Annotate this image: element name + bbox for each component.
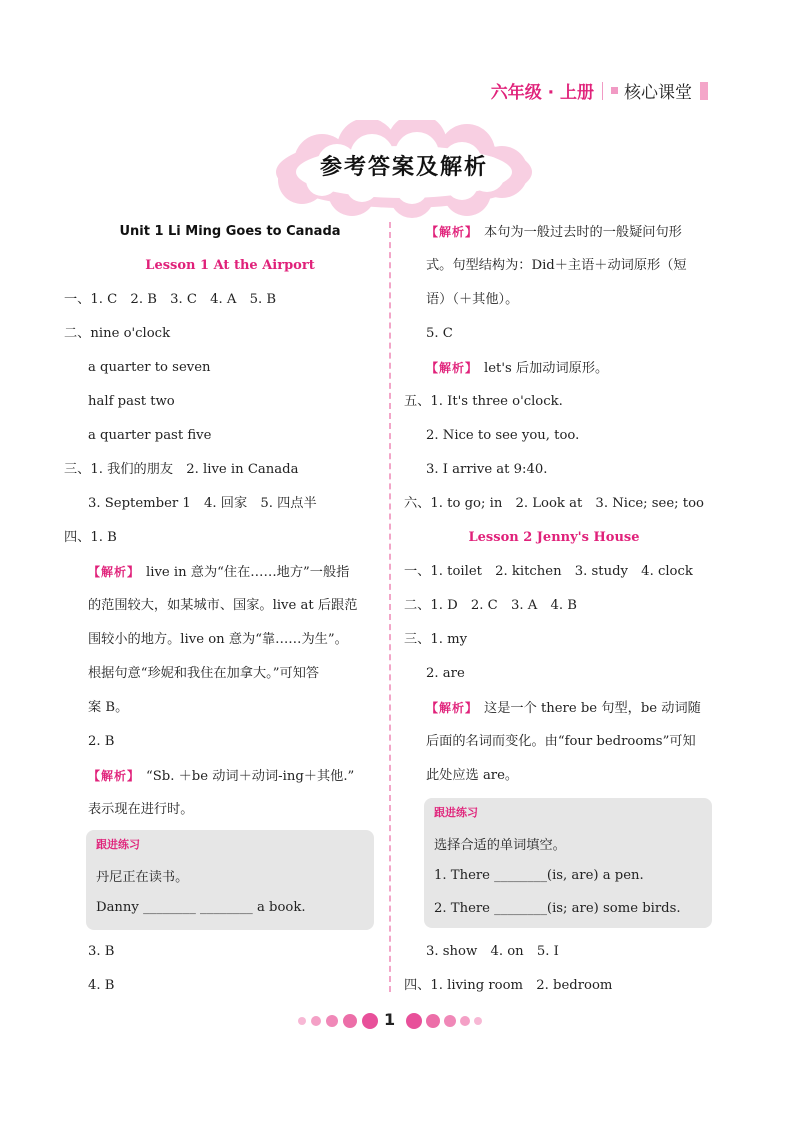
analysis-line: 围较小的地方。live on 意为“靠……为生”。 bbox=[88, 632, 348, 647]
answer-line: 3. B bbox=[88, 944, 115, 959]
analysis-text: 这是一个 there be 句型，be 动词随 bbox=[484, 701, 701, 716]
page-title: 参考答案及解析 bbox=[319, 155, 488, 180]
header-bar-icon bbox=[700, 82, 708, 100]
column-divider bbox=[389, 222, 391, 992]
answer-line: half past two bbox=[88, 394, 175, 409]
answer-line: 二、1. D 2. C 3. A 4. B bbox=[404, 598, 577, 613]
practice-line: Danny ________ ________ a book. bbox=[96, 900, 306, 915]
dot-icon bbox=[326, 1015, 338, 1027]
analysis-line bbox=[88, 562, 349, 583]
analysis-line: 式。句型结构为：Did＋主语＋动词原形（短 bbox=[426, 258, 687, 273]
analysis-line: 根据句意“珍妮和我住在加拿大。”可知答 bbox=[88, 666, 320, 681]
unit-title: Unit 1 Li Ming Goes to Canada bbox=[119, 224, 341, 239]
answer-line: a quarter to seven bbox=[88, 360, 211, 375]
analysis-line: 的范围较大，如某城市、国家。live at 后跟范 bbox=[88, 598, 358, 613]
lesson-title: Lesson 2 Jenny's House bbox=[468, 530, 640, 545]
practice-line: 2. There ________(is; are) some birds. bbox=[434, 901, 681, 916]
answer-line: 4. B bbox=[88, 978, 115, 993]
answer-line: 五、1. It's three o'clock. bbox=[404, 394, 563, 409]
header-square-icon bbox=[611, 87, 618, 94]
dot-icon bbox=[343, 1014, 357, 1028]
analysis-text: 本句为一般过去时的一般疑问句形 bbox=[484, 225, 682, 240]
answer-line: 3. September 1 4. 回家 5. 四点半 bbox=[88, 496, 317, 511]
practice-line: 选择合适的单词填空。 bbox=[434, 838, 566, 853]
analysis-line bbox=[426, 358, 608, 379]
practice-box bbox=[424, 798, 712, 928]
answer-line: 三、1. 我们的朋友 2. live in Canada bbox=[64, 462, 299, 477]
practice-box-title: 跟进练习 bbox=[434, 806, 478, 819]
analysis-tag: 【解析】 bbox=[426, 225, 479, 239]
analysis-line: 后面的名词而变化。由“four bedrooms”可知 bbox=[426, 734, 696, 749]
answer-line: 四、1. living room 2. bedroom bbox=[404, 978, 613, 993]
analysis-text: “Sb. ＋be 动词＋动词-ing＋其他.” bbox=[146, 769, 355, 784]
analysis-text: live in 意为“住在……地方”一般指 bbox=[146, 565, 350, 580]
analysis-tag: 【解析】 bbox=[88, 565, 141, 579]
header-divider bbox=[602, 82, 603, 100]
answer-line: 四、1. B bbox=[64, 530, 117, 545]
answer-line: a quarter past five bbox=[88, 428, 212, 443]
page-number: 1 bbox=[384, 1010, 396, 1029]
analysis-line: 此处应选 are。 bbox=[426, 768, 519, 783]
practice-line: 1. There ________(is, are) a pen. bbox=[434, 868, 644, 883]
lesson-title: Lesson 1 At the Airport bbox=[145, 258, 315, 273]
answer-line: 5. C bbox=[426, 326, 453, 341]
answer-line: 3. I arrive at 9:40. bbox=[426, 462, 548, 477]
answer-line: 2. Nice to see you, too. bbox=[426, 428, 580, 443]
dot-icon bbox=[298, 1017, 306, 1025]
analysis-line bbox=[426, 222, 682, 243]
answer-line: 六、1. to go; in 2. Look at 3. Nice; see; too bbox=[404, 496, 704, 511]
analysis-tag: 【解析】 bbox=[426, 361, 479, 375]
analysis-line bbox=[426, 698, 701, 719]
analysis-line: 表示现在进行时。 bbox=[88, 802, 194, 817]
answer-line: 三、1. my bbox=[404, 632, 468, 647]
answer-line: 一、1. C 2. B 3. C 4. A 5. B bbox=[64, 292, 277, 307]
answer-line: 一、1. toilet 2. kitchen 3. study 4. clock bbox=[404, 564, 693, 579]
analysis-text: let's 后加动词原形。 bbox=[484, 361, 609, 376]
analysis-tag: 【解析】 bbox=[88, 769, 141, 783]
practice-box-title: 跟进练习 bbox=[96, 838, 140, 851]
book-name: 核心课堂 bbox=[624, 83, 692, 103]
dot-icon bbox=[426, 1014, 440, 1028]
practice-line: 丹尼正在读书。 bbox=[96, 870, 189, 885]
page-header bbox=[491, 78, 708, 103]
dot-icon bbox=[311, 1016, 321, 1026]
dot-icon bbox=[406, 1013, 422, 1029]
answer-line: 二、nine o'clock bbox=[64, 326, 171, 341]
dot-icon bbox=[444, 1015, 456, 1027]
answer-line: 2. B bbox=[88, 734, 115, 749]
grade-label: 六年级 · 上册 bbox=[490, 83, 594, 103]
dot-icon bbox=[362, 1013, 378, 1029]
analysis-tag: 【解析】 bbox=[426, 701, 479, 715]
analysis-line: 案 B。 bbox=[88, 700, 129, 715]
analysis-line: 语）（＋其他）。 bbox=[426, 292, 519, 307]
dot-icon bbox=[460, 1016, 470, 1026]
practice-box bbox=[86, 830, 374, 930]
answer-line: 2. are bbox=[426, 666, 465, 681]
answer-line: 3. show 4. on 5. I bbox=[426, 944, 559, 959]
dot-icon bbox=[474, 1017, 482, 1025]
analysis-line bbox=[88, 766, 354, 787]
